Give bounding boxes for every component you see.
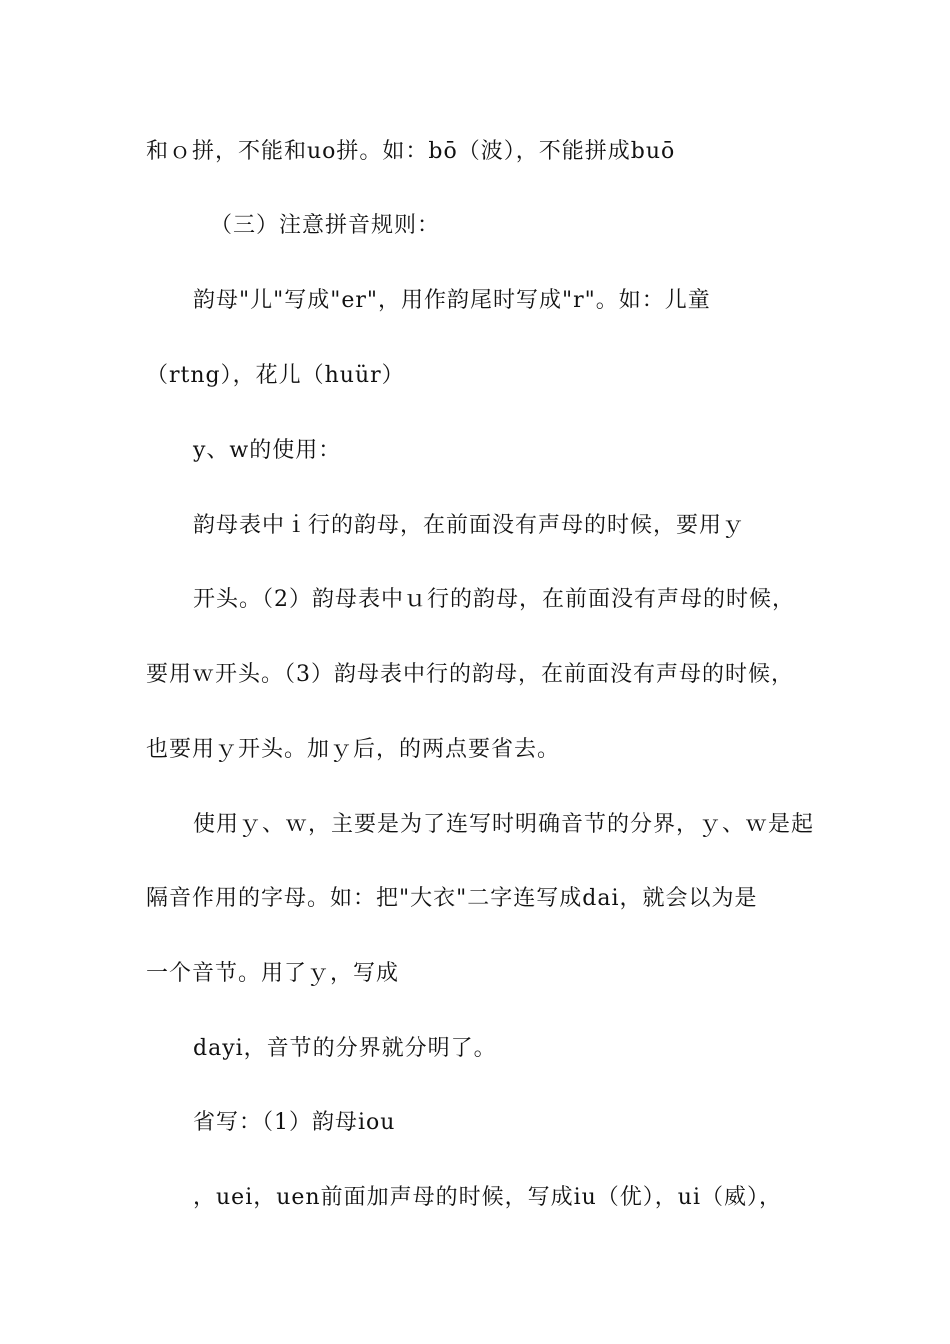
- text-line-11: 隔音作用的字母。如：把"大衣"二字连写成dai，就会以为是: [146, 886, 758, 911]
- text-line-4: （rtng），花儿（huür）: [146, 363, 405, 388]
- text-line-6: 韵母表中ｉ行的韵母，在前面没有声母的时候，要用ｙ: [193, 513, 746, 538]
- text-line-9: 也要用ｙ开头。加ｙ后，的两点要省去。: [146, 737, 561, 762]
- text-line-15: ，uei，uen前面加声母的时候，写成iu（优），ui（威），: [193, 1185, 782, 1210]
- text-line-7: 开头。（2）韵母表中ｕ行的韵母，在前面没有声母的时候，: [193, 587, 795, 612]
- text-line-1: 和ｏ拼，不能和uo拼。如：bō（波），不能拼成buō: [146, 139, 676, 164]
- section-heading: （三）注意拼音规则：: [210, 213, 441, 238]
- text-line-13: dayi，音节的分界就分明了。: [193, 1036, 497, 1061]
- text-line-5: y、w的使用：: [193, 438, 342, 463]
- text-line-3: 韵母"儿"写成"er"，用作韵尾时写成"r"。如：儿童: [193, 288, 711, 313]
- text-line-10: 使用ｙ、ｗ，主要是为了连写时明确音节的分界，ｙ、ｗ是起: [193, 812, 815, 837]
- text-line-8: 要用ｗ开头。（3）韵母表中行的韵母，在前面没有声母的时候，: [146, 662, 794, 687]
- text-line-12: 一个音节。用了ｙ，写成: [146, 961, 400, 986]
- text-line-14: 省写：（1）韵母iou: [193, 1110, 396, 1135]
